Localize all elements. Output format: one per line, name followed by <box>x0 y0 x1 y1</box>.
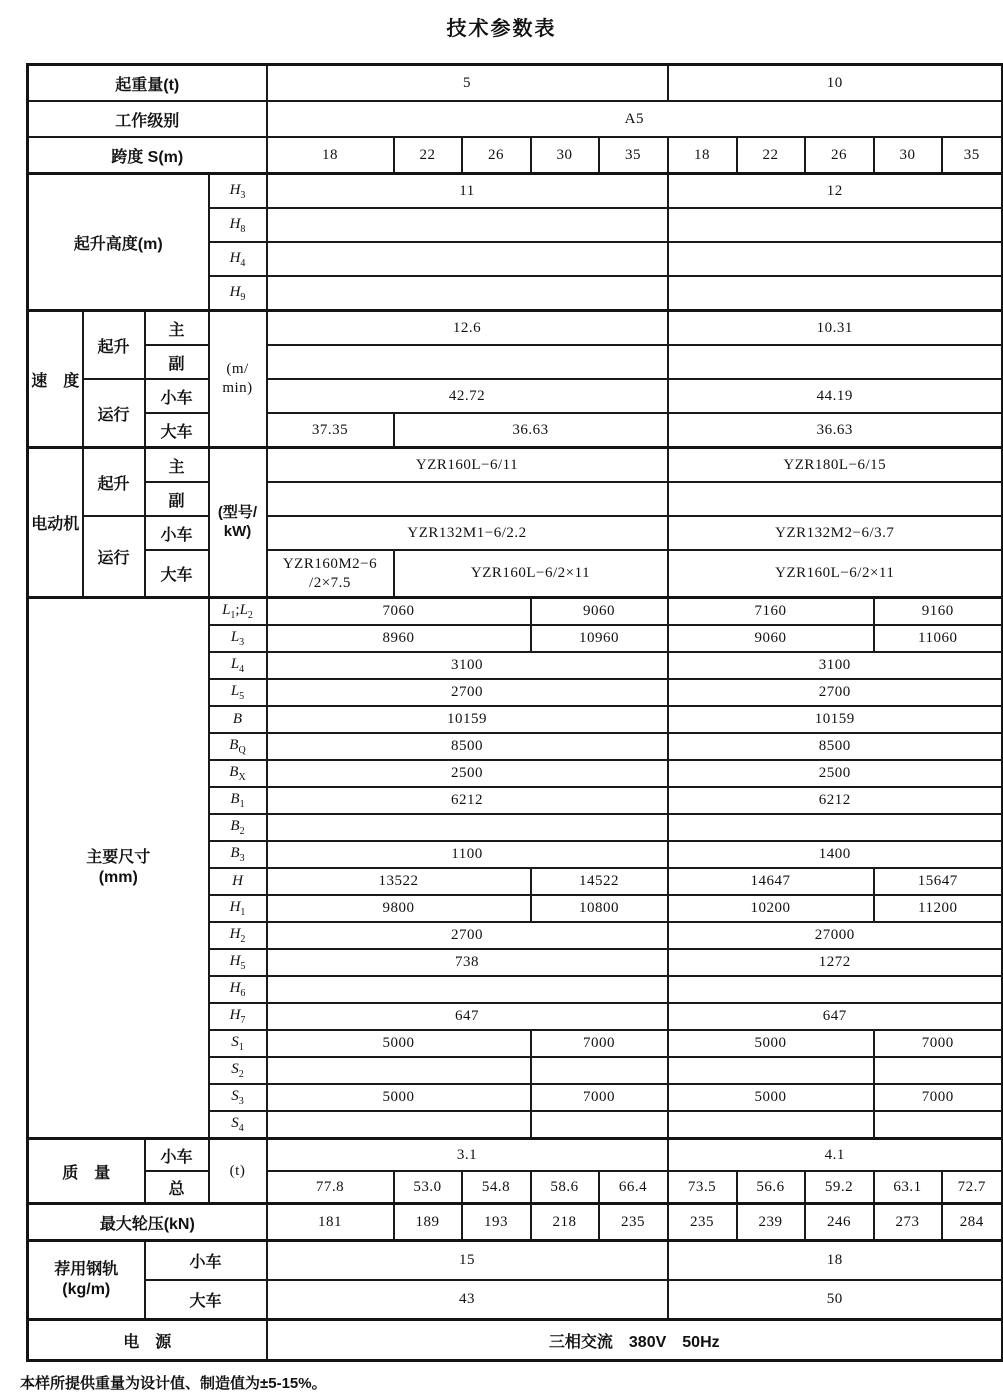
dim-value: 7000 <box>874 1030 1003 1057</box>
wheel-pressure-value: 193 <box>462 1204 531 1241</box>
dim-value: 9800 <box>267 895 531 922</box>
mass-total-value: 53.0 <box>394 1171 462 1204</box>
wheel-pressure-value: 181 <box>267 1204 394 1241</box>
mass-total-value: 58.6 <box>531 1171 599 1204</box>
dim-value: 10200 <box>668 895 874 922</box>
speed-main-5: 12.6 <box>267 311 668 346</box>
span-label: 跨度 S(m) <box>28 137 267 174</box>
dimensions-label: 主要尺寸 (mm) <box>28 598 209 1139</box>
motor-hoist-label: 起升 <box>83 448 145 517</box>
speed-trolley-5: 42.72 <box>267 379 668 413</box>
wheel-pressure-value: 218 <box>531 1204 599 1241</box>
dim-value: 5000 <box>668 1030 874 1057</box>
dim-value <box>267 976 668 1003</box>
rail-bridge-label: 大车 <box>145 1280 267 1320</box>
speed-aux-label: 副 <box>145 345 209 379</box>
mass-trolley-10: 4.1 <box>668 1139 1003 1172</box>
dim-value: 7000 <box>874 1084 1003 1111</box>
dim-symbol: $B_Q$ <box>209 733 267 760</box>
speed-bridge-label: 大车 <box>145 413 209 448</box>
speed-hoist-label: 起升 <box>83 311 145 380</box>
dim-value: 6212 <box>668 787 1003 814</box>
wheel-pressure-value: 246 <box>805 1204 874 1241</box>
lifting-height-label: 起升高度(m) <box>28 174 209 311</box>
lifting-height-value <box>267 276 668 311</box>
lifting-height-value <box>668 208 1003 242</box>
mass-total-value: 77.8 <box>267 1171 394 1204</box>
dim-symbol: $H_1$ <box>209 895 267 922</box>
dim-value: 10159 <box>267 706 668 733</box>
dim-symbol: $H_4$ <box>209 242 267 276</box>
speed-bridge-5-18: 37.35 <box>267 413 394 448</box>
dim-symbol: $H_6$ <box>209 976 267 1003</box>
dim-value: 2500 <box>668 760 1003 787</box>
dim-value: 2700 <box>668 679 1003 706</box>
mass-trolley-5: 3.1 <box>267 1139 668 1172</box>
dim-value <box>668 1057 874 1084</box>
wheel-pressure-value: 235 <box>668 1204 737 1241</box>
dim-value: 7000 <box>531 1030 668 1057</box>
dim-value: 8500 <box>267 733 668 760</box>
dim-symbol: $H_5$ <box>209 949 267 976</box>
dim-value: 7160 <box>668 598 874 626</box>
capacity-label: 起重量(t) <box>28 65 267 102</box>
lifting-height-value <box>668 276 1003 311</box>
mass-total-value: 54.8 <box>462 1171 531 1204</box>
rail-trolley-label: 小车 <box>145 1241 267 1281</box>
motor-main-5: YZR160L−6/11 <box>267 448 668 483</box>
dim-value <box>531 1057 668 1084</box>
speed-aux-10 <box>668 345 1003 379</box>
lifting-height-value: 12 <box>668 174 1003 209</box>
dim-value: 13522 <box>267 868 531 895</box>
span-value: 26 <box>805 137 874 174</box>
motor-aux-label: 副 <box>145 482 209 516</box>
dim-value: 10159 <box>668 706 1003 733</box>
motor-group-label: 电动机 <box>28 448 83 598</box>
wheel-pressure-value: 235 <box>599 1204 668 1241</box>
span-value: 30 <box>531 137 599 174</box>
mass-group-label: 质 量 <box>28 1139 145 1204</box>
dim-value: 3100 <box>267 652 668 679</box>
dim-value: 3100 <box>668 652 1003 679</box>
dim-value <box>267 814 668 841</box>
dim-symbol: $L_5$ <box>209 679 267 706</box>
span-value: 22 <box>394 137 462 174</box>
capacity-10-value: 10 <box>668 65 1003 102</box>
mass-unit: (t) <box>209 1139 267 1204</box>
mass-total-label: 总 <box>145 1171 209 1204</box>
spec-table <box>26 63 1003 1362</box>
mass-total-value: 59.2 <box>805 1171 874 1204</box>
motor-trolley-label: 小车 <box>145 516 209 550</box>
dim-value: 1272 <box>668 949 1003 976</box>
span-value: 26 <box>462 137 531 174</box>
speed-bridge-10: 36.63 <box>668 413 1003 448</box>
rail-trolley-10: 18 <box>668 1241 1003 1281</box>
dim-symbol: H <box>209 868 267 895</box>
dim-value: 14647 <box>668 868 874 895</box>
dim-symbol: $L_4$ <box>209 652 267 679</box>
dim-value: 9160 <box>874 598 1003 626</box>
wheel-pressure-value: 273 <box>874 1204 942 1241</box>
dim-value: 8960 <box>267 625 531 652</box>
span-value: 18 <box>668 137 737 174</box>
dim-value: 1400 <box>668 841 1003 868</box>
dim-value: 7060 <box>267 598 531 626</box>
dim-value <box>668 1111 874 1139</box>
dim-symbol: $B_2$ <box>209 814 267 841</box>
dim-symbol: $S_1$ <box>209 1030 267 1057</box>
dim-symbol: B <box>209 706 267 733</box>
dim-value: 738 <box>267 949 668 976</box>
speed-group-label: 速 度 <box>28 311 83 448</box>
dim-symbol: $H_7$ <box>209 1003 267 1030</box>
dim-value <box>874 1057 1003 1084</box>
speed-aux-5 <box>267 345 668 379</box>
dim-value: 5000 <box>267 1030 531 1057</box>
speed-travel-label: 运行 <box>83 379 145 448</box>
dim-value: 7000 <box>531 1084 668 1111</box>
dim-value: 1100 <box>267 841 668 868</box>
motor-travel-label: 运行 <box>83 516 145 598</box>
dim-value <box>531 1111 668 1139</box>
dim-value: 11060 <box>874 625 1003 652</box>
motor-unit: (型号/ kW) <box>209 448 267 598</box>
dim-value: 10800 <box>531 895 668 922</box>
motor-bridge-label: 大车 <box>145 550 209 598</box>
speed-main-10: 10.31 <box>668 311 1003 346</box>
dim-symbol: $H_8$ <box>209 208 267 242</box>
span-value: 30 <box>874 137 942 174</box>
dim-value: 5000 <box>668 1084 874 1111</box>
dim-value: 15647 <box>874 868 1003 895</box>
page-title: 技术参数表 <box>446 18 557 40</box>
duty-class-value: A5 <box>267 101 1003 137</box>
dim-value <box>874 1111 1003 1139</box>
motor-trolley-5: YZR132M1−6/2.2 <box>267 516 668 550</box>
lifting-height-value <box>267 242 668 276</box>
dim-value <box>267 1057 531 1084</box>
motor-main-10: YZR180L−6/15 <box>668 448 1003 483</box>
dim-value: 8500 <box>668 733 1003 760</box>
motor-main-label: 主 <box>145 448 209 483</box>
mass-total-value: 63.1 <box>874 1171 942 1204</box>
motor-bridge-5-18: YZR160M2−6 /2×7.5 <box>267 550 394 598</box>
power-value: 三相交流 380V 50Hz <box>267 1320 1003 1361</box>
dim-value <box>668 814 1003 841</box>
speed-unit: (m/ min) <box>209 311 267 448</box>
speed-trolley-10: 44.19 <box>668 379 1003 413</box>
dim-value: 27000 <box>668 922 1003 949</box>
lifting-height-value <box>668 242 1003 276</box>
wheel-pressure-value: 239 <box>737 1204 805 1241</box>
dim-symbol: $B_X$ <box>209 760 267 787</box>
wheel-pressure-value: 189 <box>394 1204 462 1241</box>
dim-value: 2700 <box>267 922 668 949</box>
dim-symbol: $H_3$ <box>209 174 267 209</box>
dim-value <box>267 1111 531 1139</box>
dim-value: 5000 <box>267 1084 531 1111</box>
dim-symbol: $H_9$ <box>209 276 267 311</box>
dim-symbol: $S_2$ <box>209 1057 267 1084</box>
duty-class-label: 工作级别 <box>28 101 267 137</box>
mass-total-value: 72.7 <box>942 1171 1003 1204</box>
span-value: 22 <box>737 137 805 174</box>
rail-label: 荐用钢轨 (kg/m) <box>28 1241 145 1320</box>
lifting-height-value: 11 <box>267 174 668 209</box>
dim-symbol: $H_2$ <box>209 922 267 949</box>
motor-bridge-10: YZR160L−6/2×11 <box>668 550 1003 598</box>
span-value: 18 <box>267 137 394 174</box>
motor-bridge-5-rest: YZR160L−6/2×11 <box>394 550 668 598</box>
motor-aux-10 <box>668 482 1003 516</box>
dim-value: 14522 <box>531 868 668 895</box>
dim-value: 2500 <box>267 760 668 787</box>
dim-value: 9060 <box>668 625 874 652</box>
span-value: 35 <box>942 137 1003 174</box>
dim-value: 11200 <box>874 895 1003 922</box>
dim-symbol: $S_3$ <box>209 1084 267 1111</box>
mass-total-value: 56.6 <box>737 1171 805 1204</box>
rail-bridge-5: 43 <box>267 1280 668 1320</box>
motor-aux-5 <box>267 482 668 516</box>
dim-symbol: $L_3$ <box>209 625 267 652</box>
power-label: 电 源 <box>28 1320 267 1361</box>
mass-total-value: 66.4 <box>599 1171 668 1204</box>
dim-value: 647 <box>668 1003 1003 1030</box>
dim-value: 647 <box>267 1003 668 1030</box>
capacity-5-value: 5 <box>267 65 668 102</box>
dim-symbol: $B_3$ <box>209 841 267 868</box>
motor-trolley-10: YZR132M2−6/3.7 <box>668 516 1003 550</box>
wheel-pressure-label: 最大轮压(kN) <box>28 1204 267 1241</box>
dim-value: 9060 <box>531 598 668 626</box>
footnote: 本样所提供重量为设计值、制造值为±5-15%。 <box>20 1375 327 1392</box>
speed-main-label: 主 <box>145 311 209 346</box>
dim-value: 10960 <box>531 625 668 652</box>
span-value: 35 <box>599 137 668 174</box>
dim-value: 2700 <box>267 679 668 706</box>
speed-trolley-label: 小车 <box>145 379 209 413</box>
rail-bridge-10: 50 <box>668 1280 1003 1320</box>
speed-bridge-5-rest: 36.63 <box>394 413 668 448</box>
mass-total-value: 73.5 <box>668 1171 737 1204</box>
dim-symbol: $L_1;L_2$ <box>209 598 267 626</box>
mass-trolley-label: 小车 <box>145 1139 209 1172</box>
wheel-pressure-value: 284 <box>942 1204 1003 1241</box>
lifting-height-value <box>267 208 668 242</box>
rail-trolley-5: 15 <box>267 1241 668 1281</box>
dim-symbol: $B_1$ <box>209 787 267 814</box>
dim-value: 6212 <box>267 787 668 814</box>
dim-value <box>668 976 1003 1003</box>
dim-symbol: $S_4$ <box>209 1111 267 1139</box>
